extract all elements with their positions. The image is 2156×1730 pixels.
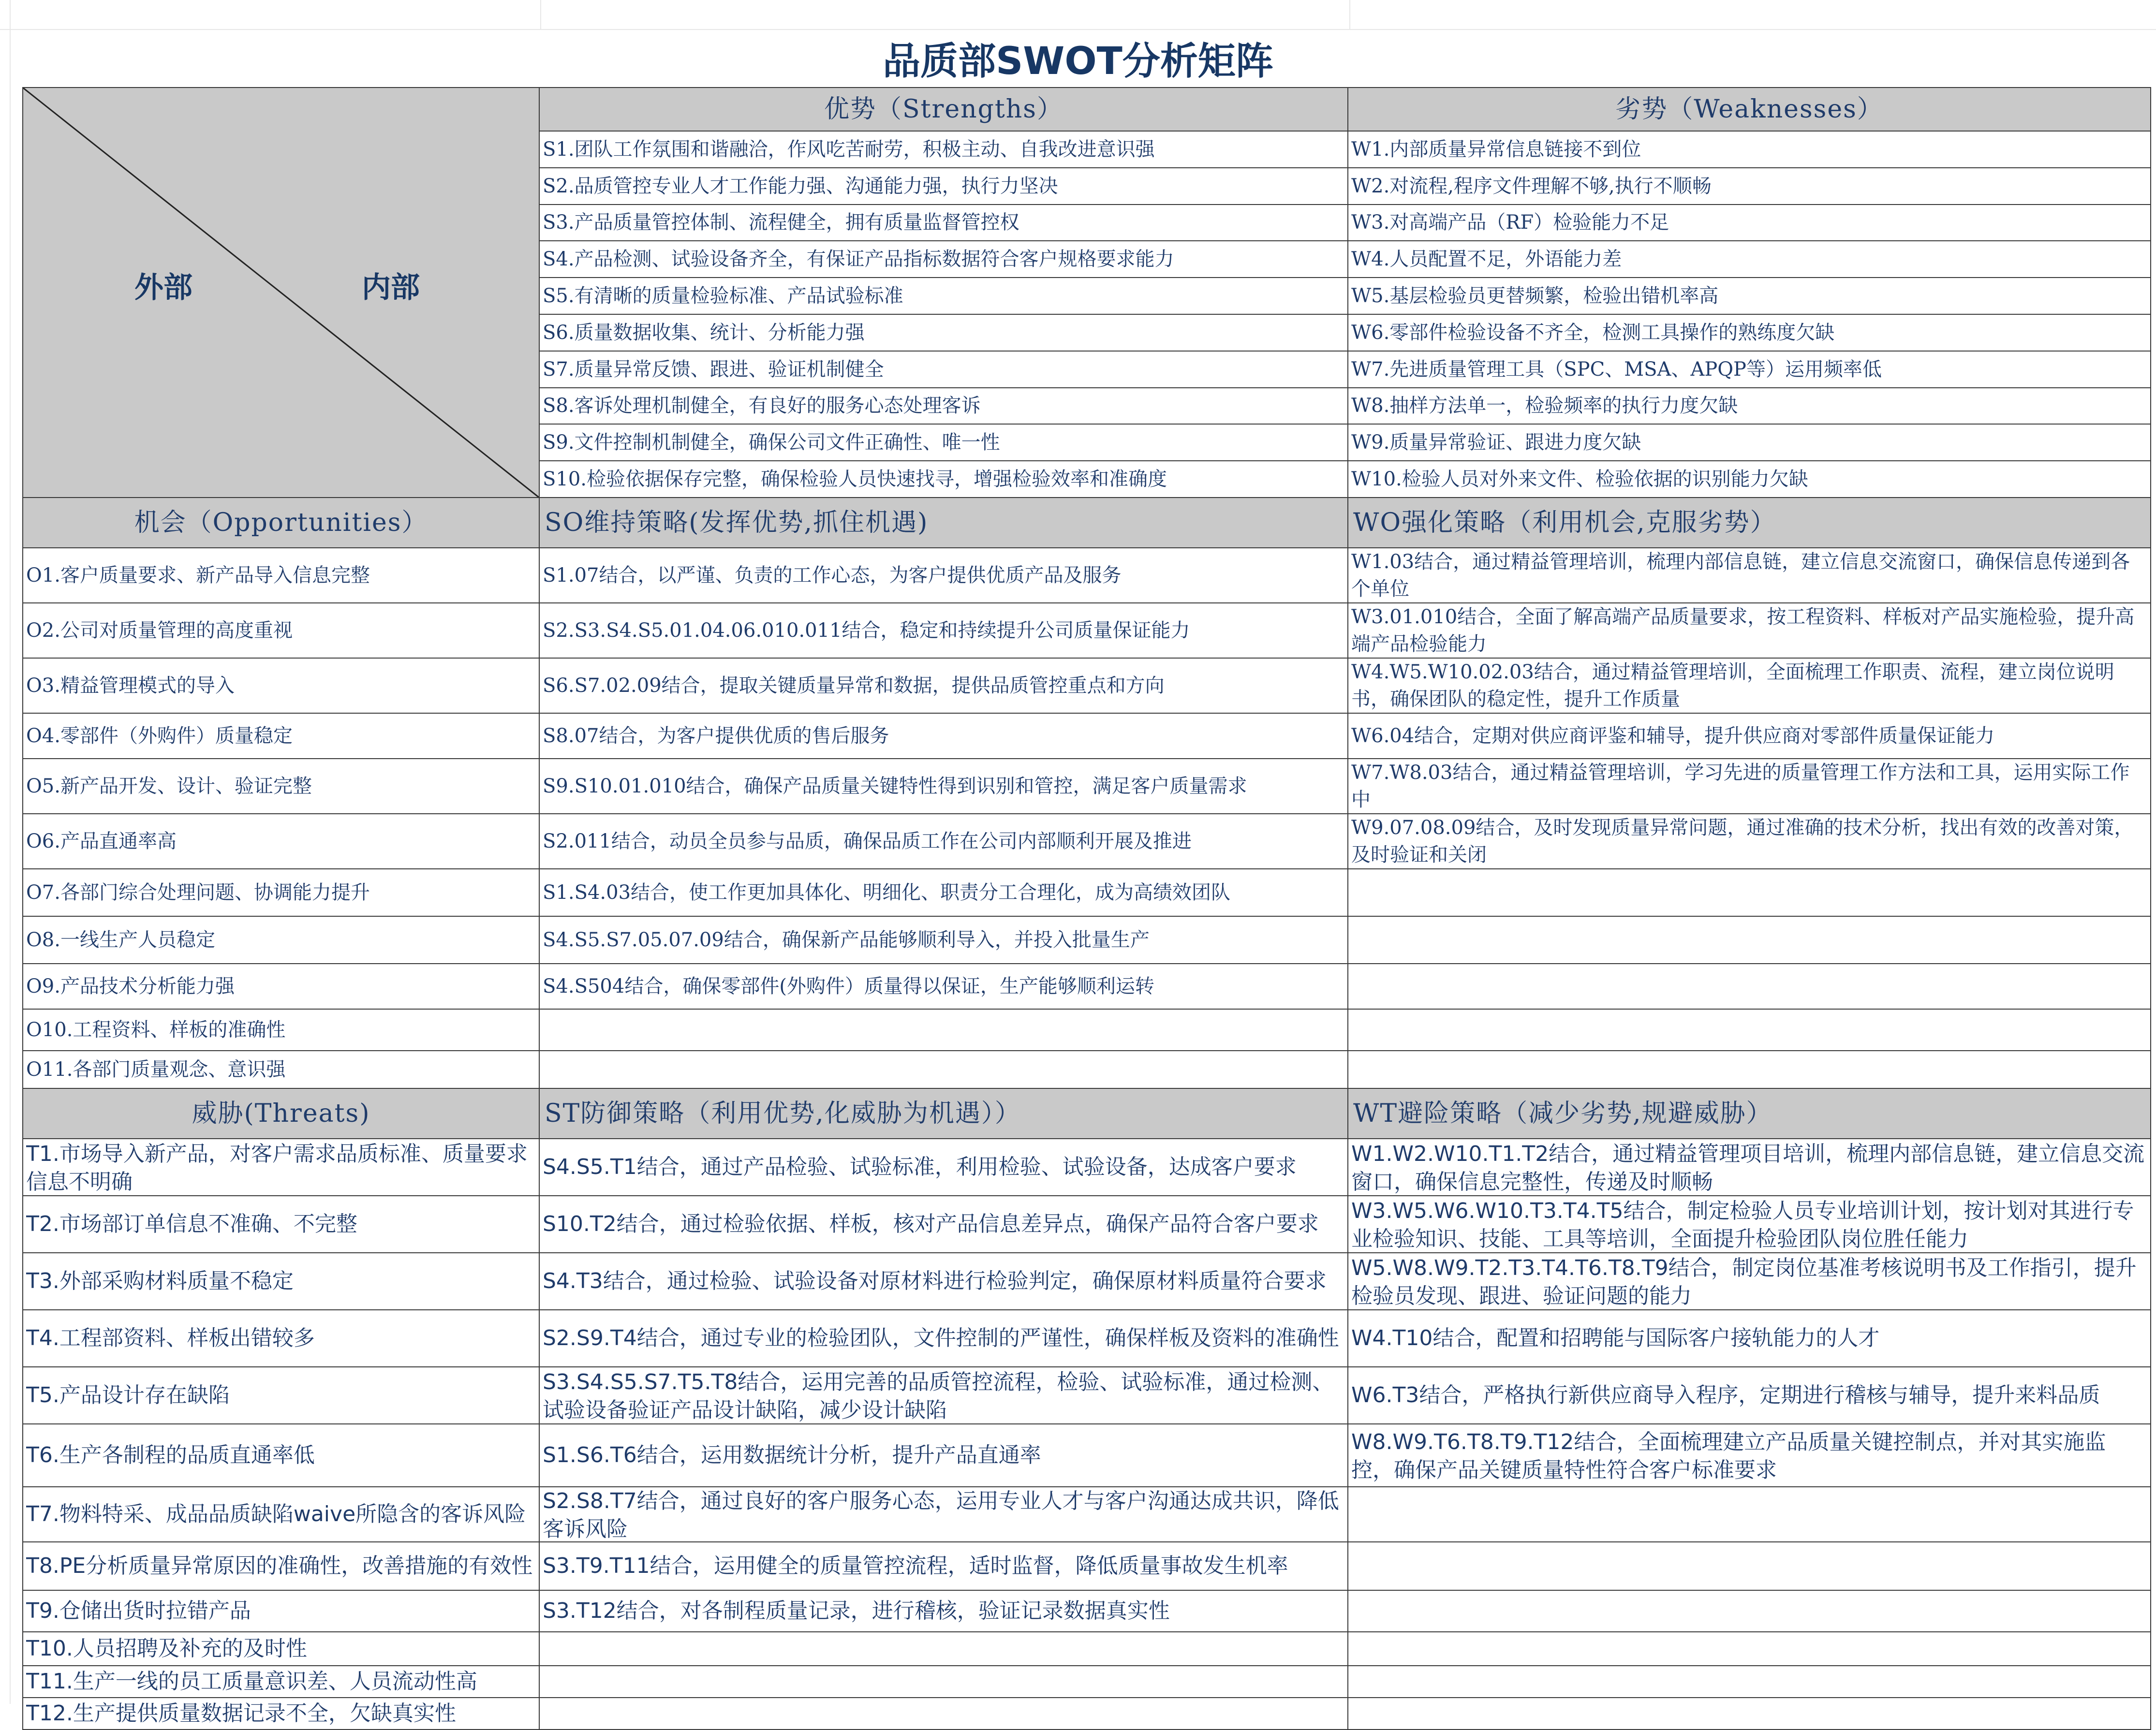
so-strategy: S1.07结合，以严谨、负责的工作心态，为客户提供优质产品及服务 xyxy=(539,548,1348,603)
opportunity-row xyxy=(23,603,2151,658)
threat-item xyxy=(23,1487,539,1542)
threat-item-text: T9.仓储出货时拉错产品 xyxy=(26,1598,251,1623)
threat-item-text: T12.生产提供质量数据记录不全，欠缺真实性 xyxy=(26,1701,456,1726)
wo-strategy xyxy=(1348,814,2151,869)
st-strategy xyxy=(539,1424,1348,1487)
weakness-item: W2.对流程,程序文件理解不够,执行不顺畅 xyxy=(1348,168,2151,205)
wt-strategy-text: W3.W5.W6.W10.T3.T4.T5结合，制定检验人员专业培训计划，按计划对其进行专业检验知识、技能、工具等培训，全面提升检验团队岗位胜任能力 xyxy=(1351,1198,2134,1251)
st-strategy-text: S2.S8.T7结合，通过良好的客户服务心态，运用专业人才与客户沟通达成共识，降低客诉风险 xyxy=(543,1488,1339,1541)
wo-strategy xyxy=(1348,603,2151,658)
weaknesses-header: 劣势（Weaknesses） xyxy=(1348,88,2151,131)
strength-item: S4.产品检测、试验设备齐全，有保证产品指标数据符合客户规格要求能力 xyxy=(539,241,1348,278)
wo-strategy-text: W1.03结合，通过精益管理培训，梳理内部信息链，建立信息交流窗口，确保信息传递到各个单位 xyxy=(1351,550,2130,600)
threat-item xyxy=(23,1310,539,1367)
weakness-item: W8.抽样方法单一，检验频率的执行力度欠缺 xyxy=(1348,388,2151,425)
diagonal-line xyxy=(23,88,539,498)
wt-strategy-text: W4.T10结合，配置和招聘能与国际客户接轨能力的人才 xyxy=(1351,1325,1880,1350)
sheet-column-strip xyxy=(0,0,2156,30)
threat-row xyxy=(23,1666,2151,1698)
st-strategy xyxy=(539,1253,1348,1310)
wo-strategy xyxy=(1348,759,2151,814)
threat-row xyxy=(23,1487,2151,1542)
st-strategy-header: ST防御策略（利用优势,化威胁为机遇）） xyxy=(539,1088,1348,1139)
so-strategy: S2.S3.S4.S5.01.04.06.010.011结合，稳定和持续提升公司质量保证能力 xyxy=(539,603,1348,658)
strength-item: S5.有清晰的质量检验标准、产品试验标准 xyxy=(539,278,1348,314)
st-strategy xyxy=(539,1632,1348,1666)
threat-item-text: T5.产品设计存在缺陷 xyxy=(26,1382,230,1407)
opportunity-item: O1.客户质量要求、新产品导入信息完整 xyxy=(23,548,539,603)
so-strategy-header: SO维持策略(发挥优势,抓住机遇) xyxy=(539,498,1348,548)
strength-item: S9.文件控制机制健全，确保公司文件正确性、唯一性 xyxy=(539,424,1348,461)
threat-item xyxy=(23,1139,539,1196)
wo-strategy xyxy=(1348,548,2151,603)
st-strategy-text: S3.T9.T11结合，运用健全的质量管控流程，适时监督，降低质量事故发生机率 xyxy=(543,1553,1288,1578)
st-strategy-text: S3.S4.S5.S7.T5.T8结合，运用完善的品质管控流程，检验、试验标准，通过检测、试验设备验证产品设计缺陷，减少设计缺陷 xyxy=(543,1369,1334,1422)
wo-strategy-text: W6.04结合，定期对供应商评鉴和辅导，提升供应商对零部件质量保证能力 xyxy=(1351,724,1995,747)
so-strategy xyxy=(539,1009,1348,1051)
corner-cell xyxy=(23,88,539,498)
strength-item: S10.检验依据保存完整，确保检验人员快速找寻，增强检验效率和准确度 xyxy=(539,461,1348,498)
page-title: 品质部SWOT分析矩阵 xyxy=(883,40,1273,83)
threat-row xyxy=(23,1196,2151,1253)
wo-strategy xyxy=(1348,869,2151,916)
weakness-item: W10.检验人员对外来文件、检验依据的识别能力欠缺 xyxy=(1348,461,2151,498)
opportunity-row xyxy=(23,869,2151,916)
opportunity-item: O10.工程资料、样板的准确性 xyxy=(23,1009,539,1051)
opportunities-header-row xyxy=(23,498,2151,548)
threat-item xyxy=(23,1632,539,1666)
strengths-header: 优势（Strengths） xyxy=(539,88,1348,131)
opportunities-header: 机会（Opportunities） xyxy=(23,498,539,548)
threat-row xyxy=(23,1367,2151,1424)
wo-strategy xyxy=(1348,916,2151,964)
threat-row xyxy=(23,1632,2151,1666)
wt-strategy xyxy=(1348,1487,2151,1542)
opportunity-item: O5.新产品开发、设计、验证完整 xyxy=(23,759,539,814)
opportunity-row xyxy=(23,713,2151,759)
threat-item-text: T3.外部采购材料质量不稳定 xyxy=(26,1268,294,1293)
threat-item-text: T10.人员招聘及补充的及时性 xyxy=(26,1636,307,1661)
threat-row xyxy=(23,1139,2151,1196)
st-strategy xyxy=(539,1590,1348,1632)
wo-strategy-header: WO强化策略（利用机会,克服劣势） xyxy=(1348,498,2151,548)
opportunity-item: O3.精益管理模式的导入 xyxy=(23,658,539,713)
st-strategy xyxy=(539,1542,1348,1590)
so-strategy: S1.S4.03结合，使工作更加具体化、明细化、职责分工合理化，成为高绩效团队 xyxy=(539,869,1348,916)
so-strategy: S4.S5.S7.05.07.09结合，确保新产品能够顺利导入，并投入批量生产 xyxy=(539,916,1348,964)
so-strategy: S2.011结合，动员全员参与品质，确保品质工作在公司内部顺利开展及推进 xyxy=(539,814,1348,869)
wt-strategy xyxy=(1348,1424,2151,1487)
wo-strategy xyxy=(1348,1051,2151,1088)
threat-item-text: T2.市场部订单信息不准确、不完整 xyxy=(26,1211,357,1236)
st-strategy xyxy=(539,1487,1348,1542)
st-strategy xyxy=(539,1698,1348,1730)
weakness-item: W4.人员配置不足，外语能力差 xyxy=(1348,241,2151,278)
st-strategy xyxy=(539,1367,1348,1424)
wt-strategy-text: W8.W9.T6.T8.T9.T12结合，全面梳理建立产品质量关键控制点，并对其实施监控，确保产品关键质量特性符合客户标准要求 xyxy=(1351,1429,2106,1482)
wt-strategy-text: W6.T3结合，严格执行新供应商导入程序，定期进行稽核与辅导，提升来料品质 xyxy=(1351,1382,2100,1407)
threat-item xyxy=(23,1698,539,1730)
threat-item-text: T6.生产各制程的品质直通率低 xyxy=(26,1442,315,1467)
opportunity-item: O4.零部件（外购件）质量稳定 xyxy=(23,713,539,759)
opportunity-item: O9.产品技术分析能力强 xyxy=(23,964,539,1009)
wt-strategy xyxy=(1348,1367,2151,1424)
so-strategy: S9.S10.01.010结合，确保产品质量关键特性得到识别和管控，满足客户质量需求 xyxy=(539,759,1348,814)
wo-strategy-text: W3.01.010结合，全面了解高端产品质量要求，按工程资料、样板对产品实施检验，提升高端产品检验能力 xyxy=(1351,605,2135,655)
threat-item xyxy=(23,1367,539,1424)
wo-strategy-text: W7.W8.03结合，通过精益管理培训，学习先进的质量管理工作方法和工具，运用实际工作中 xyxy=(1351,761,2130,811)
threat-row xyxy=(23,1698,2151,1730)
wo-strategy-text: W9.07.08.09结合，及时发现质量异常问题，通过准确的技术分析，找出有效的改善对策，及时验证和关闭 xyxy=(1351,816,2134,866)
wt-strategy xyxy=(1348,1196,2151,1253)
threat-item-text: T8.PE分析质量异常原因的准确性，改善措施的有效性 xyxy=(26,1553,533,1578)
so-strategy: S6.S7.02.09结合，提取关键质量异常和数据，提供品质管控重点和方向 xyxy=(539,658,1348,713)
st-strategy xyxy=(539,1666,1348,1698)
threat-item xyxy=(23,1666,539,1698)
weakness-item: W5.基层检验员更替频繁，检验出错机率高 xyxy=(1348,278,2151,314)
threat-item-text: T1.市场导入新产品，对客户需求品质标准、质量要求信息不明确 xyxy=(26,1141,528,1194)
threat-row xyxy=(23,1590,2151,1632)
opportunity-item: O6.产品直通率高 xyxy=(23,814,539,869)
internal-label: 内部 xyxy=(362,271,420,305)
so-strategy: S4.S504结合，确保零部件(外购件）质量得以保证，生产能够顺利运转 xyxy=(539,964,1348,1009)
threat-row xyxy=(23,1310,2151,1367)
opportunity-row xyxy=(23,658,2151,713)
wt-strategy xyxy=(1348,1666,2151,1698)
opportunity-item: O7.各部门综合处理问题、协调能力提升 xyxy=(23,869,539,916)
threat-row xyxy=(23,1424,2151,1487)
st-strategy xyxy=(539,1310,1348,1367)
opportunity-row xyxy=(23,916,2151,964)
threat-item xyxy=(23,1542,539,1590)
wt-strategy xyxy=(1348,1139,2151,1196)
opportunity-item: O2.公司对质量管理的高度重视 xyxy=(23,603,539,658)
wt-strategy-text: W1.W2.W10.T1.T2结合，通过精益管理项目培训，梳理内部信息链，建立信息交流窗口，确保信息完整性，传递及时顺畅 xyxy=(1351,1141,2145,1194)
opportunity-item: O11.各部门质量观念、意识强 xyxy=(23,1051,539,1088)
weakness-item: W3.对高端产品（RF）检验能力不足 xyxy=(1348,205,2151,241)
threat-row xyxy=(23,1253,2151,1310)
wt-strategy xyxy=(1348,1253,2151,1310)
swot-matrix xyxy=(22,87,2151,1730)
wo-strategy-text: W4.W5.W10.02.03结合，通过精益管理培训，全面梳理工作职责、流程，建立岗位说明书，确保团队的稳定性，提升工作质量 xyxy=(1351,660,2114,710)
st-strategy-text: S10.T2结合，通过检验依据、样板，核对产品信息差异点，确保产品符合客户要求 xyxy=(543,1211,1319,1236)
st-strategy-text: S4.S5.T1结合，通过产品检验、试验标准，利用检验、试验设备，达成客户要求 xyxy=(543,1154,1297,1179)
strength-item: S8.客诉处理机制健全，有良好的服务心态处理客诉 xyxy=(539,388,1348,425)
threats-header-row xyxy=(23,1088,2151,1139)
opportunity-row xyxy=(23,1009,2151,1051)
column-divider xyxy=(540,0,541,29)
st-strategy xyxy=(539,1139,1348,1196)
strength-item: S2.品质管控专业人才工作能力强、沟通能力强，执行力坚决 xyxy=(539,168,1348,205)
threats-header: 威胁(Threats) xyxy=(23,1088,539,1139)
opportunity-row xyxy=(23,964,2151,1009)
so-strategy: S8.07结合，为客户提供优质的售后服务 xyxy=(539,713,1348,759)
opportunity-row xyxy=(23,1051,2151,1088)
wt-strategy xyxy=(1348,1632,2151,1666)
wt-strategy-text: W5.W8.W9.T2.T3.T4.T6.T8.T9结合，制定岗位基准考核说明书及工作指引，提升检验员发现、跟进、验证问题的能力 xyxy=(1351,1255,2137,1308)
wt-strategy xyxy=(1348,1590,2151,1632)
st-strategy-text: S2.S9.T4结合，通过专业的检验团队，文件控制的严谨性，确保样板及资料的准确性 xyxy=(543,1325,1339,1350)
strength-item: S7.质量异常反馈、跟进、验证机制健全 xyxy=(539,351,1348,388)
opportunity-item: O8.一线生产人员稳定 xyxy=(23,916,539,964)
threat-item xyxy=(23,1253,539,1310)
wt-strategy xyxy=(1348,1310,2151,1367)
opportunity-row xyxy=(23,759,2151,814)
wo-strategy xyxy=(1348,713,2151,759)
weakness-item: W1.内部质量异常信息链接不到位 xyxy=(1348,131,2151,168)
threat-item-text: T7.物料特采、成品品质缺陷waive所隐含的客诉风险 xyxy=(26,1501,526,1526)
weakness-item: W9.质量异常验证、跟进力度欠缺 xyxy=(1348,424,2151,461)
strength-item: S3.产品质量管控体制、流程健全，拥有质量监督管控权 xyxy=(539,205,1348,241)
threat-row xyxy=(23,1542,2151,1590)
wo-strategy xyxy=(1348,1009,2151,1051)
threat-item xyxy=(23,1196,539,1253)
so-strategy xyxy=(539,1051,1348,1088)
sheet-row-strip xyxy=(0,0,11,1704)
external-label: 外部 xyxy=(134,271,192,305)
strength-item: S1.团队工作氛围和谐融洽，作风吃苦耐劳，积极主动、自我改进意识强 xyxy=(539,131,1348,168)
weakness-item: W7.先进质量管理工具（SPC、MSA、APQP等）运用频率低 xyxy=(1348,351,2151,388)
wt-strategy xyxy=(1348,1698,2151,1730)
threat-item xyxy=(23,1590,539,1632)
opportunity-row xyxy=(23,814,2151,869)
weakness-item: W6.零部件检验设备不齐全，检测工具操作的熟练度欠缺 xyxy=(1348,314,2151,351)
threat-item-text: T4.工程部资料、样板出错较多 xyxy=(26,1325,315,1350)
st-strategy-text: S3.T12结合，对各制程质量记录，进行稽核，验证记录数据真实性 xyxy=(543,1598,1170,1623)
st-strategy xyxy=(539,1196,1348,1253)
wo-strategy xyxy=(1348,658,2151,713)
opportunity-row xyxy=(23,548,2151,603)
column-divider xyxy=(1349,0,1350,29)
threat-item-text: T11.生产一线的员工质量意识差、人员流动性高 xyxy=(26,1669,477,1694)
st-strategy-text: S4.T3结合，通过检验、试验设备对原材料进行检验判定，确保原材料质量符合要求 xyxy=(543,1268,1327,1293)
st-strategy-text: S1.S6.T6结合，运用数据统计分析，提升产品直通率 xyxy=(543,1442,1041,1467)
strength-item: S6.质量数据收集、统计、分析能力强 xyxy=(539,314,1348,351)
wo-strategy xyxy=(1348,964,2151,1009)
wt-strategy-header: WT避险策略（减少劣势,规避威胁） xyxy=(1348,1088,2151,1139)
threat-item xyxy=(23,1424,539,1487)
wt-strategy xyxy=(1348,1542,2151,1590)
